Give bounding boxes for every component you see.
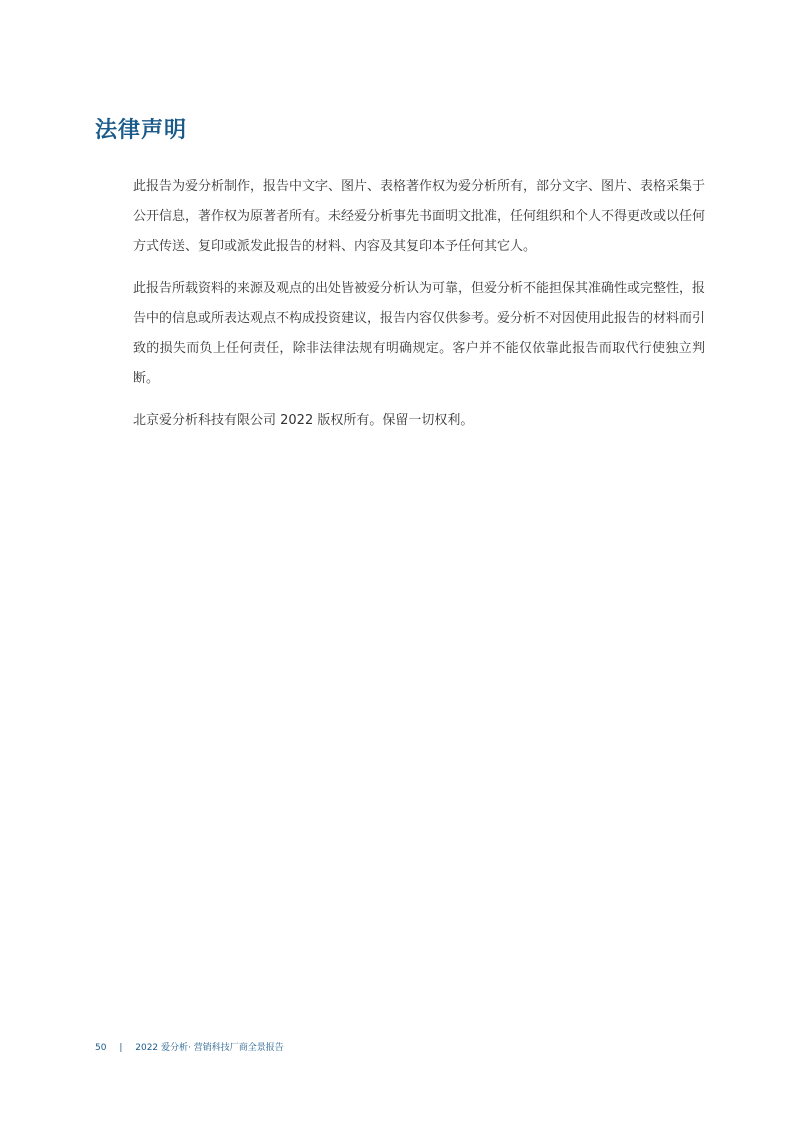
page-footer	[95, 1040, 284, 1053]
legal-statement-body	[133, 172, 705, 448]
page-title: 法律声明	[95, 118, 188, 143]
paragraph-copyright: 此报告为爱分析制作，报告中文字、图片、表格著作权为爱分析所有，部分文字、图片、表格采集于公开信息，著作权为原著者所有。未经爱分析事先书面明文批准，任何组织和个人不得更改或以任何方式传送、复印或派发此报告的材料、内容及其复印本予任何其它人。	[133, 179, 706, 254]
paragraph-disclaimer: 此报告所载资料的来源及观点的出处皆被爱分析认为可靠，但爱分析不能担保其准确性或完整性，报告中的信息或所表达观点不构成投资建议，报告内容仅供参考。爱分析不对因使用此报告的材料而引致的损失而负上任何责任，除非法律法规有明确规定。客户并不能仅依靠此报告而取代行使独立判断。	[133, 281, 706, 386]
page-number: 50	[95, 1043, 107, 1053]
footer-separator: |	[119, 1043, 123, 1053]
paragraph-rights-reserved: 北京爱分析科技有限公司 2022 版权所有。保留一切权利。	[133, 413, 474, 428]
footer-report-title: 2022 爱分析· 营销科技厂商全景报告	[135, 1043, 284, 1053]
